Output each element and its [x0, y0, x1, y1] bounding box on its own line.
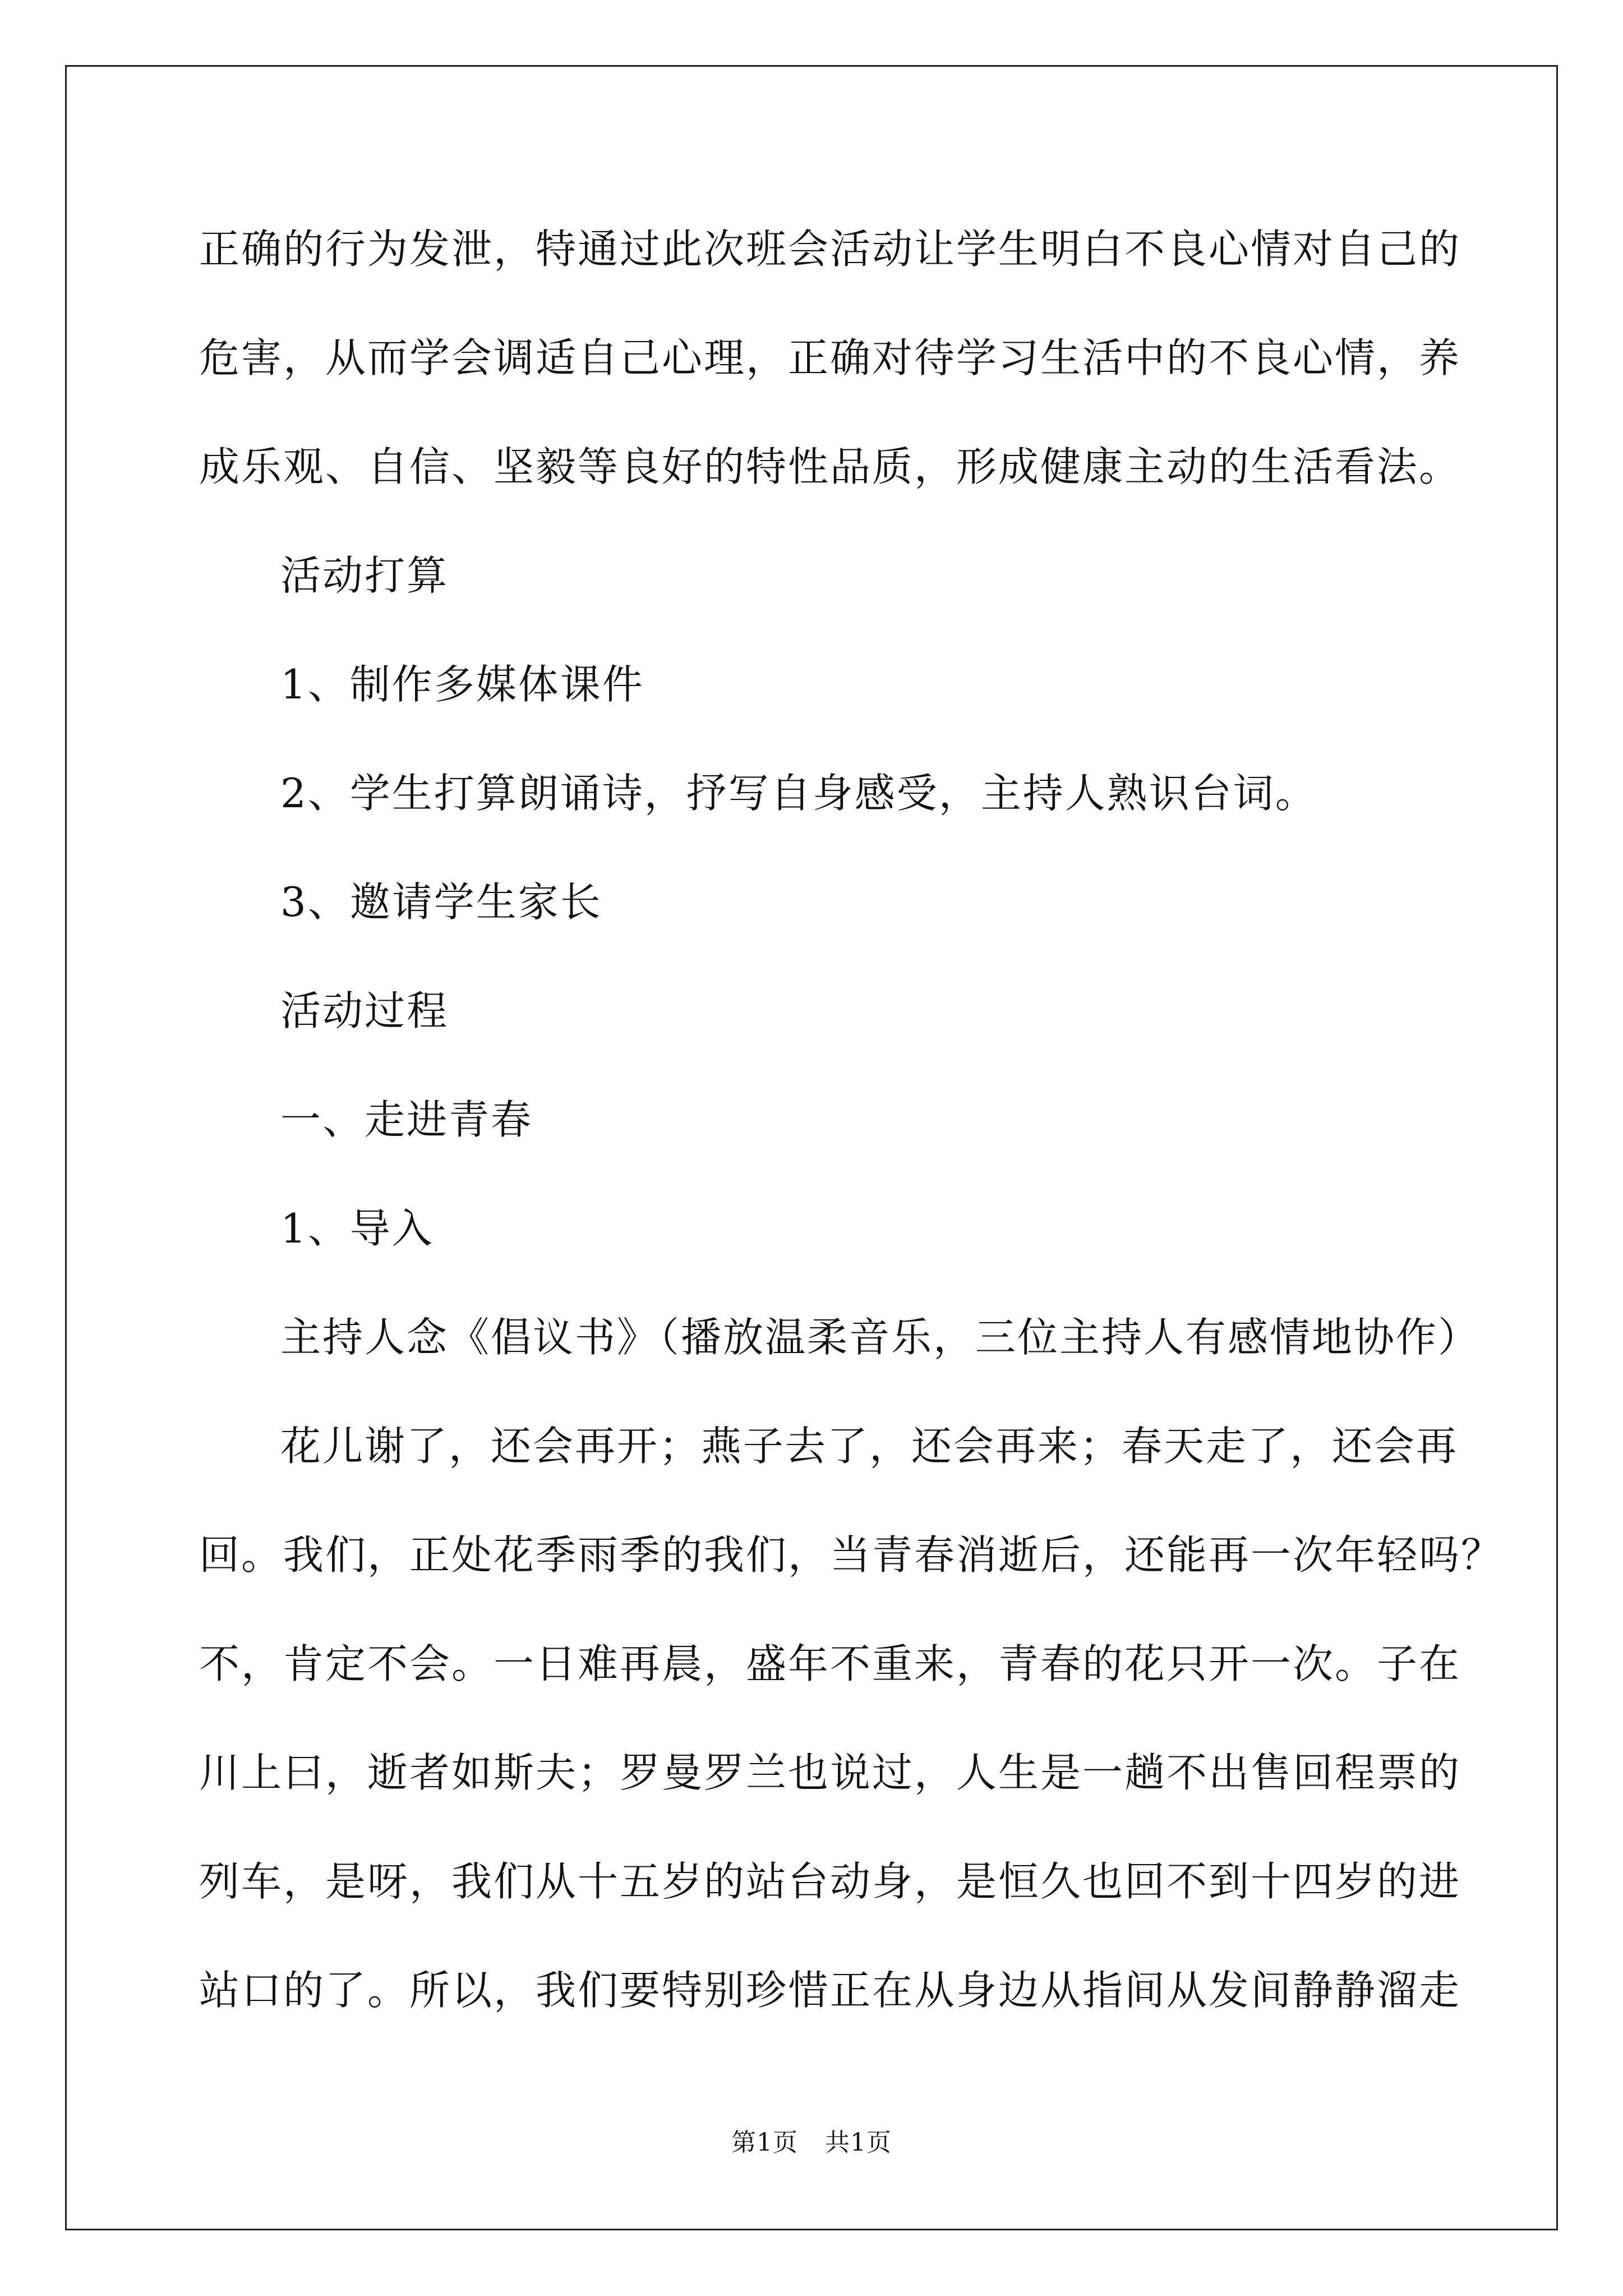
list-item: 1、制作多媒体课件 [280, 661, 644, 708]
text-line: 花儿谢了，还会再开；燕子去了，还会再来；春天走了，还会再 [280, 1423, 1459, 1470]
text-line: 不，肯定不会。一日难再晨，盛年不重来，青春的花只开一次。子在 [199, 1640, 1461, 1687]
page-count: 共1页 [825, 2128, 892, 2157]
text-line: 川上曰，逝者如斯夫；罗曼罗兰也说过，人生是一趟不出售回程票的 [199, 1749, 1461, 1796]
text-line: 站口的了。所以，我们要特别珍惜正在从身边从指间从发间静静溜走 [199, 1967, 1461, 2014]
section-heading: 活动过程 [280, 987, 449, 1034]
text-line: 回。我们，正处花季雨季的我们，当青春消逝后，还能再一次年轻吗？ [199, 1531, 1504, 1579]
page-footer [0, 2126, 1623, 2160]
document-body [199, 217, 1504, 2067]
text-line: 列车，是呀，我们从十五岁的站台动身，是恒久也回不到十四岁的进 [199, 1858, 1461, 1905]
section-heading: 活动打算 [280, 552, 449, 599]
page-number: 第1页 [731, 2128, 798, 2157]
list-item: 2、学生打算朗诵诗，抒写自身感受，主持人熟识台词。 [280, 770, 1317, 817]
text-line: 成乐观、自信、坚毅等良好的特性品质，形成健康主动的生活看法。 [199, 443, 1461, 490]
text-line: 主持人念《倡议书》（播放温柔音乐，三位主持人有感情地协作） [280, 1314, 1481, 1361]
list-item: 3、邀请学生家长 [280, 878, 602, 926]
sub-heading: 一、走进青春 [280, 1096, 533, 1143]
text-line: 正确的行为发泄，特通过此次班会活动让学生明白不良心情对自己的 [199, 226, 1461, 273]
list-item: 1、导入 [280, 1205, 434, 1252]
text-line: 危害，从而学会调适自己心理，正确对待学习生活中的不良心情，养 [199, 334, 1461, 381]
